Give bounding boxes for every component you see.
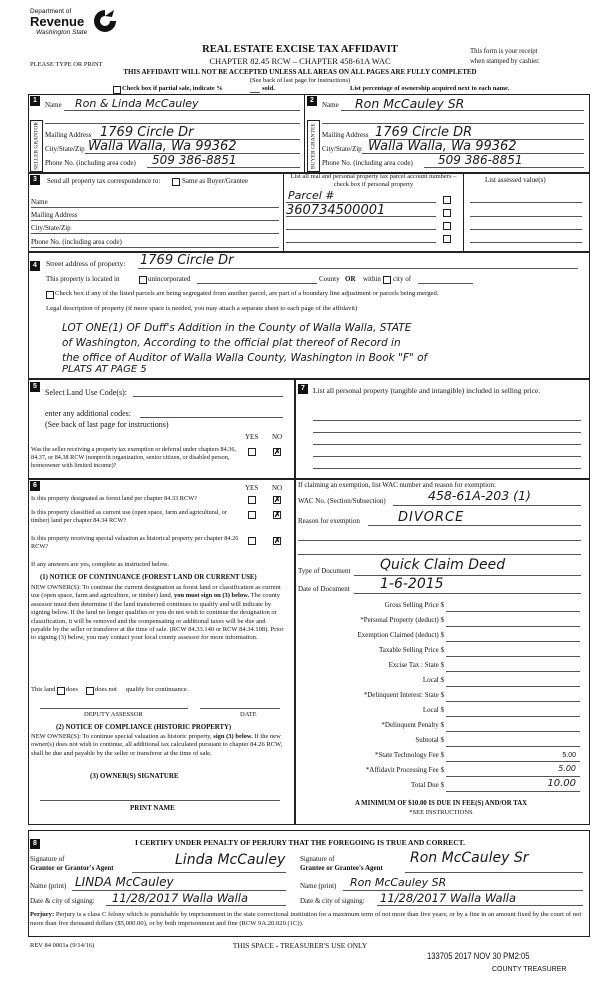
fee-row: [298, 646, 584, 661]
section-2-number: 2: [307, 96, 317, 106]
s6-q3-no[interactable]: ✗: [274, 536, 281, 545]
fee-row: [298, 766, 584, 781]
legal-description-line-2[interactable]: of Washington, According to the official plat thereof of Record in: [62, 337, 401, 349]
fee-row: [298, 778, 584, 796]
minimum-fee-note: A MINIMUM OF $10.00 IS DUE IN FEE(S) AND/OR TAX: [354, 800, 528, 807]
legal-description-line-1[interactable]: LOT ONE(1) OF Duff's Addition in the County of Walla Walla, STATE: [62, 322, 412, 334]
parcel-personal-checkbox-4[interactable]: [443, 235, 451, 243]
correspondence-name-label: Name: [31, 198, 48, 206]
reason-label: Reason for exemption: [298, 517, 360, 525]
fee-row: [298, 631, 584, 646]
fee-row: [298, 601, 584, 616]
notice-compliance-title: (2) NOTICE OF COMPLIANCE (HISTORIC PROPERTY): [56, 724, 232, 731]
wac-label: WAC No. (Section/Subsection): [298, 497, 386, 505]
grantor-name-label: Name (print): [30, 882, 67, 890]
notice-compliance-body-b: If the new owner(s) does not wish to continue, all additional tax calculated pursuant to chapter 84.26 RCW, shall be due and payable by the seller or transferor at the time of sale.: [31, 733, 283, 757]
s5-yes-header: YES: [245, 433, 259, 441]
land-does-checkbox[interactable]: [57, 687, 65, 695]
deputy-assessor-label: DEPUTY ASSESSOR: [84, 711, 143, 718]
document-date-label: Date of Document: [298, 585, 350, 593]
current-use-question: Is this property classified as current use (open space, farm and agricultural, or timber) land per chapter 84.34 RCW?: [31, 509, 227, 524]
grantee-name-label: Name (print): [300, 882, 337, 890]
correspondence-phone-label: Phone No. (including area code): [31, 238, 122, 246]
treasurer-space: THIS SPACE - TREASURER'S USE ONLY: [232, 941, 368, 950]
unincorporated-checkbox[interactable]: [139, 276, 147, 284]
logo-swirl-icon: [90, 8, 120, 34]
grantee-sig-label-a: Signature of: [300, 855, 335, 863]
section-6-number: 6: [30, 481, 40, 491]
wac-value[interactable]: 458-61A-203 (1): [428, 488, 531, 503]
unincorporated-label: unincorporated: [148, 275, 191, 283]
seller-city-label: City/State/Zip: [45, 145, 85, 153]
see-back-note: (See back of last page for instructions): [249, 77, 351, 84]
buyer-address-value[interactable]: 1769 Circle DR: [375, 125, 473, 140]
form-warning: THIS AFFIDAVIT WILL NOT BE ACCEPTED UNLESS ALL AREAS ON ALL PAGES ARE FULLY COMPLETED: [123, 68, 477, 76]
print-name-label: PRINT NAME: [130, 804, 175, 812]
partial-sale-label: Check box if partial sale, indicate %: [122, 85, 223, 92]
land-use-see-back: (See back of last page for instructions): [45, 420, 169, 429]
seller-address-value[interactable]: 1769 Circle Dr: [100, 125, 194, 140]
logo: [30, 8, 122, 40]
seller-name-label: Name: [45, 101, 62, 109]
notice-compliance-sign: sign (3) below.: [213, 733, 253, 740]
qualify-label: qualify for continuance.: [126, 686, 189, 693]
section-3-number: 3: [30, 175, 40, 185]
fee-label: *Delinquent Interest: State $: [363, 691, 444, 699]
same-as-buyer-checkbox[interactable]: [172, 178, 180, 186]
legal-description-label: Legal description of property (if more space is needed, you may attach a separate sheet to each page of the affidavit): [46, 305, 358, 312]
fee-row: [298, 721, 584, 736]
notice-compliance-body: [31, 733, 287, 758]
city-of-label: city of: [393, 275, 412, 283]
fee-row: [298, 751, 584, 766]
grantor-signature[interactable]: Linda McCauley: [175, 852, 286, 868]
ownership-note: List percentage of ownership acquired next to each name.: [350, 85, 510, 92]
parcel-personal-checkbox-2[interactable]: [443, 209, 451, 217]
forest-land-question: Is this property designated as forest land per chapter 84.33 RCW?: [31, 495, 197, 502]
s6-q2-no[interactable]: ✗: [274, 510, 281, 519]
grantee-signature[interactable]: Ron McCauley Sr: [410, 850, 529, 866]
fee-label: Taxable Selling Price $: [378, 646, 444, 654]
located-label: This property is located in: [46, 275, 120, 283]
land-use-label: Select Land Use Code(s):: [45, 388, 127, 397]
form-chapter: CHAPTER 82.45 RCW – CHAPTER 458-61A WAC: [209, 56, 391, 66]
seller-phone-label: Phone No. (including area code): [45, 159, 136, 167]
s6-q3-yes[interactable]: [248, 537, 256, 545]
seller-phone-value[interactable]: 509 386-8851: [152, 153, 237, 167]
buyer-city-value[interactable]: Walla Walla, Wa 99362: [368, 139, 517, 154]
fee-value[interactable]: 10.00: [547, 778, 576, 789]
fee-row: [298, 661, 584, 676]
buyer-phone-label: Phone No. (including area code): [322, 159, 413, 167]
additional-codes-label: enter any additional codes:: [45, 409, 131, 418]
within-city-checkbox[interactable]: [383, 276, 391, 284]
perjury-notice: [30, 911, 584, 928]
section-7-number: 7: [298, 384, 308, 394]
fee-label: Exemption Claimed (deduct) $: [357, 631, 444, 639]
or-label: OR: [345, 275, 356, 283]
receipt-note-1: This form is your receipt: [470, 48, 538, 55]
logo-revenue: Revenue: [30, 14, 85, 29]
document-date-value[interactable]: 1-6-2015: [380, 576, 444, 592]
perjury-text: Perjury is a class C felony which is punishable by imprisonment in the state correctional institution for a maximum term of not more than five years, or by a fine in an amount fixed by the court of not more than five thousand dollars ($5,000.00), or by both imprisonment and fine (RCW 9A.20.020 (1C)).: [30, 911, 582, 927]
buyer-name-value[interactable]: Ron McCauley SR: [355, 96, 465, 111]
fee-row: [298, 616, 584, 631]
within-label: within: [363, 275, 381, 283]
fee-label: Gross Selling Price $: [384, 601, 444, 609]
buyer-grantee-label: BUYER GRANTEE: [307, 120, 320, 172]
if-yes-instructions: If any answers are yes, complete as instructed below.: [31, 561, 169, 568]
street-address-label: Street address of property:: [46, 259, 126, 268]
land-does-not-label: does not: [95, 686, 117, 693]
grantor-agent-label: Grantor or Grantor's Agent: [30, 864, 114, 872]
buyer-name-label: Name: [322, 101, 339, 109]
fee-label: *Delinquent Penalty $: [381, 721, 444, 729]
county-treasurer-label: COUNTY TREASURER: [492, 966, 567, 973]
assessed-value-header: List assessed value(s): [485, 176, 546, 184]
seller-exemption-question: Was the seller receiving a property tax exemption or deferral under chapters 84.36, 84.37, or 84.38 RCW (nonprofit organization, senior citizen, or disabled person, homeowner with limited income)?: [31, 446, 236, 469]
parcel-header: List all real and personal property tax parcel account numbers – check box if personal property: [290, 173, 457, 188]
fee-value[interactable]: 5.00: [558, 764, 576, 773]
section-4-number: 4: [30, 261, 40, 271]
fee-row: [298, 691, 584, 706]
exemption-heading: If claiming an exemption, list WAC number and reason for exemption:: [298, 481, 496, 489]
buyer-address-label: Mailing Address: [322, 131, 369, 139]
grantee-date-label: Date & city of signing:: [300, 897, 365, 905]
fee-label: Total Due $: [411, 781, 444, 789]
seller-name-value[interactable]: Ron & Linda McCauley: [75, 97, 199, 110]
historic-property-question: Is this property receiving special valuation as historical property per chapter 84.26 RCW?: [31, 535, 239, 550]
receipt-note-2: when stamped by cashier.: [470, 58, 540, 65]
fee-label: Local $: [422, 676, 444, 684]
same-as-buyer-label: Same as Buyer/Grantee: [182, 177, 249, 185]
treasurer-stamp: 133705 2017 NOV 30 PM2:05: [427, 951, 530, 961]
notice-continuance-body-a: NEW OWNER(S): To continue the current designation as forest land or classification as current use (open space, farm and agriculture, or timber) land,: [31, 584, 281, 600]
grantor-date-label: Date & city of signing:: [30, 897, 95, 905]
fee-label: Local $: [422, 706, 444, 714]
fee-value[interactable]: 5.00: [562, 752, 576, 759]
fee-row: [298, 676, 584, 691]
form-title: REAL ESTATE EXCISE TAX AFFIDAVIT: [202, 44, 398, 55]
deputy-date-label: DATE: [240, 711, 257, 718]
buyer-city-label: City/State/Zip: [322, 145, 362, 153]
please-type: PLEASE TYPE OR PRINT: [30, 61, 103, 68]
fee-label: *Personal Property (deduct) $: [360, 616, 444, 624]
seller-address-label: Mailing Address: [45, 131, 92, 139]
document-type-value[interactable]: Quick Claim Deed: [380, 557, 506, 573]
grantee-agent-label: Grantee or Grantee's Agent: [300, 864, 383, 872]
seller-grantor-label: SELLER GRANTOR: [30, 120, 43, 172]
s6-q2-yes[interactable]: [248, 511, 256, 519]
reason-value[interactable]: DIVORCE: [398, 510, 465, 525]
correspondence-address-label: Mailing Address: [31, 211, 78, 219]
grantor-sig-label-a: Signature of: [30, 855, 65, 863]
section-8-number: 8: [30, 839, 40, 849]
certify-statement: I CERTIFY UNDER PENALTY OF PERJURY THAT THE FOREGOING IS TRUE AND CORRECT.: [134, 838, 465, 847]
s6-q1-yes[interactable]: [248, 496, 256, 504]
grantor-date-value[interactable]: 11/28/2017 Walla Walla: [112, 891, 249, 905]
fee-label: Excise Tax : State $: [388, 661, 444, 669]
county-label: County: [319, 275, 340, 283]
parcel-label[interactable]: Parcel #: [288, 189, 335, 202]
this-land-label: This land: [31, 686, 56, 693]
legal-description-line-4[interactable]: PLATS AT PAGE 5: [62, 364, 147, 375]
notice-continuance-title: (1) NOTICE OF CONTINUANCE (FOREST LAND OR CURRENT USE): [40, 574, 257, 581]
perjury-label: Perjury:: [30, 911, 55, 918]
grantee-name-value[interactable]: Ron McCauley SR: [350, 876, 447, 889]
see-instructions-note: *SEE INSTRUCTIONS: [409, 809, 473, 816]
notice-continuance-body: [31, 584, 287, 643]
land-does-not-checkbox[interactable]: [86, 687, 94, 695]
logo-state: Washington State: [36, 29, 88, 36]
logo-dept: Department of: [30, 8, 72, 15]
fee-label: *State Technology Fee $: [374, 751, 444, 759]
fee-row: [298, 706, 584, 721]
personal-property-label: List all personal property (tangible and intangible) included in selling price.: [313, 386, 541, 395]
seller-city-value[interactable]: Walla Walla, Wa 99362: [88, 139, 237, 154]
street-address-value[interactable]: 1769 Circle Dr: [140, 253, 234, 268]
fee-label: *Affidavit Processing Fee $: [365, 766, 444, 774]
grantee-date-value[interactable]: 11/28/2017 Walla Walla: [380, 891, 517, 905]
fee-row: [298, 736, 584, 751]
s6-q1-no[interactable]: ✗: [274, 495, 281, 504]
form-id: REV 84 0001a (9/14/16): [30, 942, 95, 949]
buyer-phone-value[interactable]: 509 386-8851: [438, 153, 523, 167]
correspondence-city-label: City/State/Zip: [31, 224, 71, 232]
segregated-checkbox[interactable]: [46, 291, 54, 299]
section-1-number: 1: [30, 96, 40, 106]
s5-q1-no[interactable]: ✗: [274, 447, 281, 456]
s6-yes-header: YES: [245, 484, 259, 492]
owner-signature-label: (3) OWNER(S) SIGNATURE: [90, 772, 179, 780]
segregated-label: Check box if any of the listed parcels are being segregated from another parcel, are part of a boundary line adjustment or parcels being merged.: [55, 290, 439, 297]
legal-description-line-3[interactable]: the office of Auditor of Walla Walla County, Washington in Book "F" of: [62, 352, 428, 364]
parcel-personal-checkbox-3[interactable]: [443, 222, 451, 230]
partial-sale-checkbox[interactable]: [113, 86, 121, 94]
s5-no-header: NO: [272, 433, 283, 441]
grantor-name-value[interactable]: LINDA McCauley: [75, 875, 174, 889]
notice-compliance-body-a: NEW OWNER(S): To continue special valuation as historic property,: [31, 733, 212, 740]
tax-correspondence-label: Send all property tax correspondence to:: [47, 177, 161, 185]
document-type-label: Type of Document: [298, 567, 351, 575]
section-5-number: 5: [30, 382, 40, 392]
s6-no-header: NO: [272, 484, 283, 492]
land-does-label: does: [66, 686, 78, 693]
parcel-number-value[interactable]: 360734500001: [286, 203, 386, 218]
fee-label: Subtotal $: [415, 736, 444, 744]
partial-sale-sold: sold.: [262, 85, 275, 92]
fee-table: [298, 601, 584, 791]
parcel-personal-checkbox-1[interactable]: [443, 196, 451, 204]
notice-continuance-must-sign: you must sign on (3) below.: [173, 592, 250, 600]
notice-continuance-body-b: The county assessor must then determine if the land transferred continues to qualify and will indicate by signing below. If the land no longer qualifies or you do not wish to continue the designation or classification, it will be removed and the compensating or additional taxes will be due and payable by the seller or transferor at the time of sale. (RCW 84.33.140 or RCW 84.34.108). Prior to signing (3) below, you may contact your local county assessor for more information.: [31, 592, 284, 642]
s5-q1-yes[interactable]: [248, 448, 256, 456]
